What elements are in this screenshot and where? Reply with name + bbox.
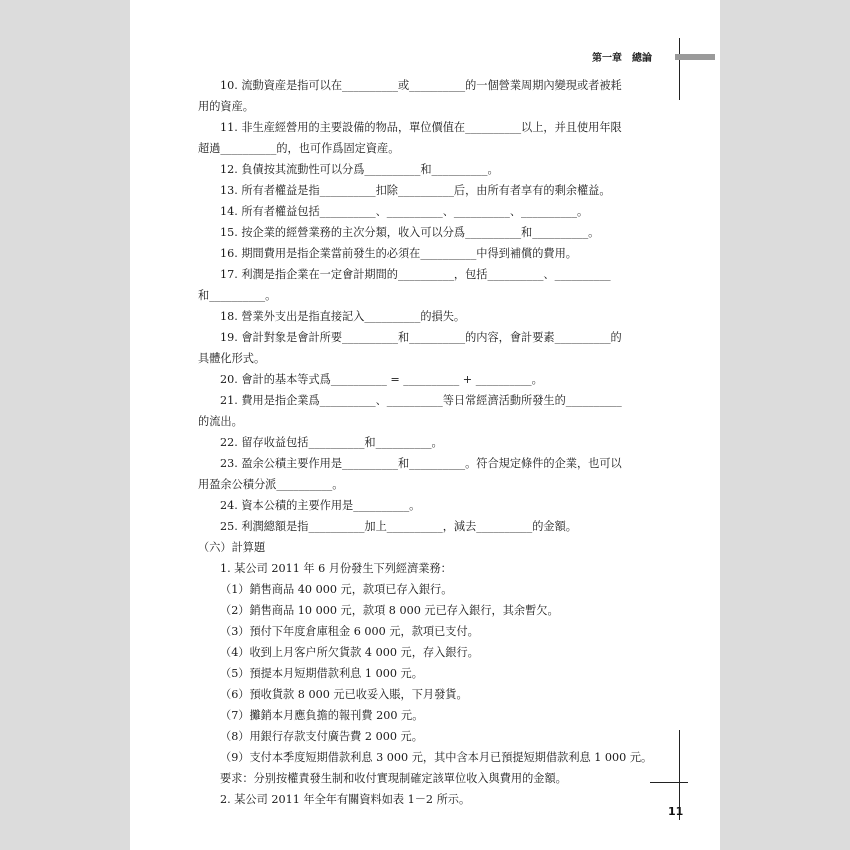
calc-line: （6）預收貨款 8 000 元已收妥入賬，下月發貨。 (220, 688, 468, 701)
calc-line: （5）預提本月短期借款利息 1 000 元。 (220, 667, 423, 680)
fill-blank-line: 18. 營業外支出是指直接記入__________的損失。 (220, 310, 466, 323)
fill-blank-line: 15. 按企業的經營業務的主次分類，收入可以分爲__________和__________。 (220, 226, 600, 239)
fill-blank-line: 25. 利潤總額是指__________加上__________，減去__________的金額。 (220, 520, 577, 533)
fill-blank-line: 具體化形式。 (198, 352, 266, 365)
calc-line: （9）支付本季度短期借款利息 3 000 元，其中含本月已預提短期借款利息 1 000 元。 (220, 751, 653, 764)
fill-blank-line: 和__________。 (198, 289, 277, 302)
fill-blank-line: 用盈余公積分派__________。 (198, 478, 344, 491)
header-vertical-rule (679, 38, 680, 100)
page-number: 11 (668, 805, 684, 818)
calc-line: 1. 某公司 2011 年 6 月份發生下列經濟業務： (220, 562, 452, 575)
header-gray-bar (675, 54, 715, 60)
fill-blank-line: 超過__________的，也可作爲固定資産。 (198, 142, 400, 155)
fill-blank-line: 的流出。 (198, 415, 243, 428)
fill-blank-line: 23. 盈余公積主要作用是__________和__________。符合規定條件的企業，也可以 (220, 457, 622, 470)
fill-blank-line: 14. 所有者權益包括__________、__________、__________、__________。 (220, 205, 589, 218)
fill-blank-line: 10. 流動資産是指可以在__________或__________的一個營業周期內變現或者被耗 (220, 79, 622, 92)
fill-blank-line: 16. 期間費用是指企業當前發生的必須在__________中得到補償的費用。 (220, 247, 577, 260)
fill-blank-line: 20. 會計的基本等式爲__________ = __________ + __________。 (220, 373, 543, 386)
fill-blank-line: 用的資産。 (198, 100, 254, 113)
fill-blank-line: 24. 資本公積的主要作用是__________。 (220, 499, 421, 512)
calc-line: （1）銷售商品 40 000 元，款項已存入銀行。 (220, 583, 453, 596)
calc-line: （3）預付下年度倉庫租金 6 000 元，款項已支付。 (220, 625, 479, 638)
calc-line: （2）銷售商品 10 000 元，款項 8 000 元已存入銀行，其余暫欠。 (220, 604, 559, 617)
body-text (198, 75, 663, 810)
calc-line: 2. 某公司 2011 年全年有關資料如表 1－2 所示。 (220, 793, 471, 806)
calc-line: （4）收到上月客户所欠貨款 4 000 元，存入銀行。 (220, 646, 479, 659)
chapter-header: 第一章 總論 (592, 53, 652, 64)
fill-blank-line: 21. 費用是指企業爲__________、__________等日常經濟活動所發生的__________ (220, 394, 622, 407)
fill-blank-line: 17. 利潤是指企業在一定會計期間的__________，包括__________、__________ (220, 268, 611, 281)
section-title-calculation: （六）計算題 (198, 541, 266, 554)
fill-blank-line: 13. 所有者權益是指__________扣除__________后，由所有者享有的剩余權益。 (220, 184, 611, 197)
calc-line: （8）用銀行存款支付廣告費 2 000 元。 (220, 730, 423, 743)
fill-blank-line: 11. 非生産經營用的主要設備的物品，單位價值在__________以上，并且使用年限 (220, 121, 622, 134)
calc-line: 要求：分别按權責發生制和收付實現制確定該單位收入與費用的金額。 (220, 772, 567, 785)
fill-blank-line: 12. 負債按其流動性可以分爲__________和__________。 (220, 163, 499, 176)
calc-line: （7）攤銷本月應負擔的報刊費 200 元。 (220, 709, 424, 722)
fill-blank-line: 22. 留存收益包括__________和__________。 (220, 436, 443, 449)
fill-blank-line: 19. 會計對象是會計所要__________和__________的内容，會計要素__________的 (220, 331, 622, 344)
